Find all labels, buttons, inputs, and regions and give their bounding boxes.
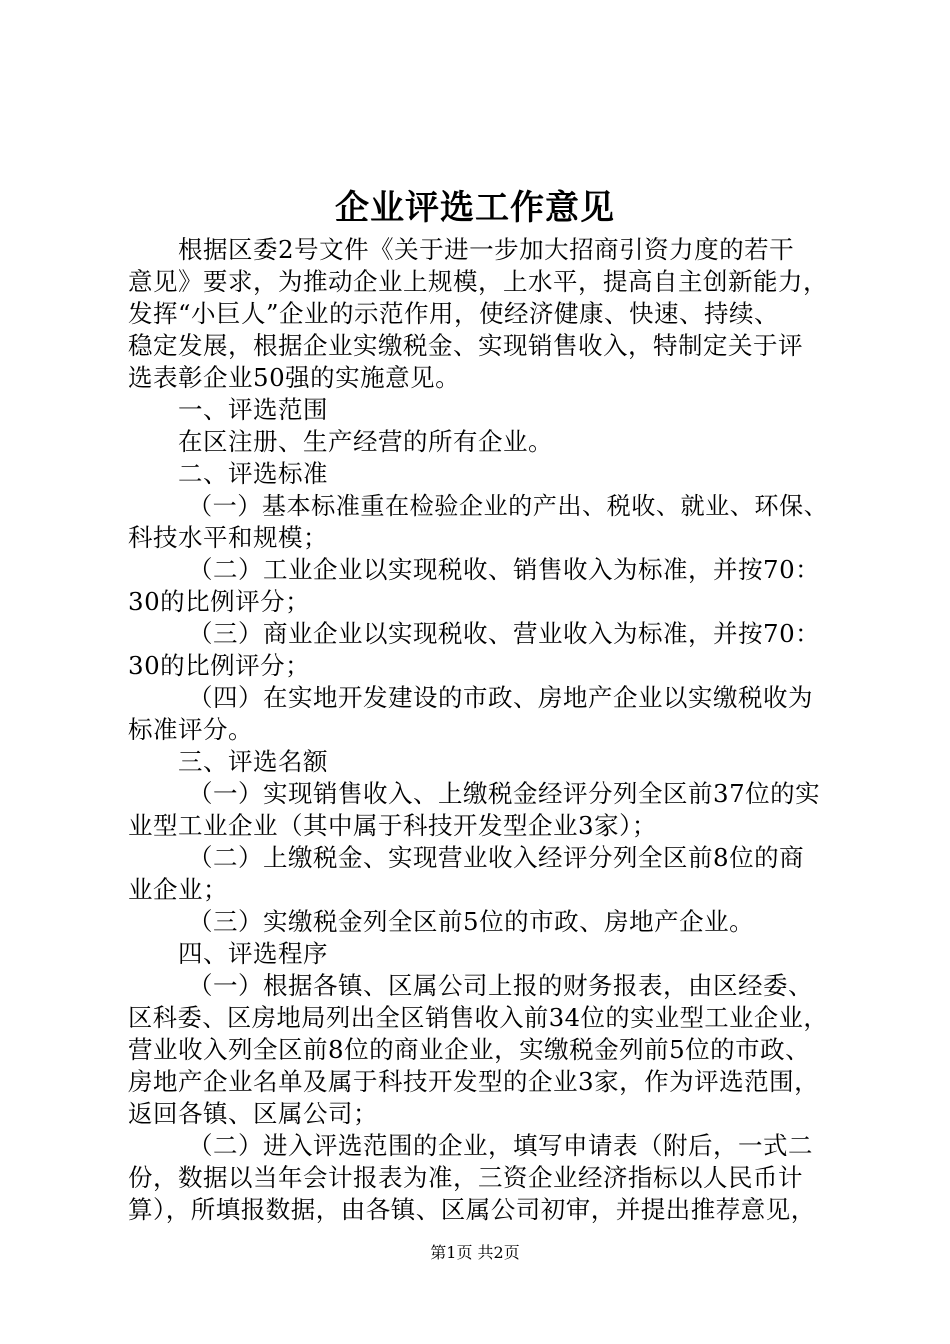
- body-line: 科技水平和规模；: [128, 523, 328, 552]
- body-line: 算），所填报数据，由各镇、区属公司初审，并提出推荐意见，: [128, 1195, 816, 1224]
- body-line: 30的比例评分；: [128, 587, 311, 616]
- body-line: （一）实现销售收入、上缴税金经评分列全区前37位的实: [188, 779, 821, 808]
- body-line: 根据区委2号文件《关于进一步加大招商引资力度的若干: [178, 235, 795, 264]
- body-line: 标准评分。: [128, 715, 253, 744]
- body-line: （一）基本标准重在检验企业的产出、税收、就业、环保、: [188, 492, 829, 520]
- body-line: （二）上缴税金、实现营业收入经评分列全区前8位的商: [188, 843, 805, 872]
- body-line: 稳定发展，根据企业实缴税金、实现销售收入，特制定关于评: [128, 331, 803, 360]
- body-line: 选表彰企业50强的实施意见。: [128, 363, 461, 392]
- body-line: （三）商业企业以实现税收、营业收入为标准，并按70：: [188, 619, 821, 648]
- body-line: 份，数据以当年会计报表为准，三资企业经济指标以人民币计: [128, 1163, 803, 1192]
- body-line: 意见》要求，为推动企业上规模，上水平，提高自主创新能力，: [128, 267, 828, 296]
- page-footer: 第1页 共2页: [430, 1243, 520, 1262]
- body-line: （三）实缴税金列全区前5位的市政、房地产企业。: [188, 907, 755, 936]
- body-line: 一、评选范围: [178, 395, 328, 424]
- body-line: 发挥“小巨人”企业的示范作用，使经济健康、快速、持续、: [128, 299, 780, 328]
- body-line: （二）进入评选范围的企业，填写申请表（附后，一式二: [188, 1131, 813, 1160]
- body-line: （一）根据各镇、区属公司上报的财务报表，由区经委、: [188, 971, 813, 1000]
- document-body: [128, 234, 834, 1226]
- body-line: 二、评选标准: [178, 459, 328, 488]
- body-line: 业企业；: [128, 875, 228, 904]
- body-line: 区科委、区房地局列出全区销售收入前34位的实业型工业企业，: [128, 1003, 829, 1032]
- body-line: 在区注册、生产经营的所有企业。: [178, 427, 553, 456]
- body-line: 营业收入列全区前8位的商业企业，实缴税金列前5位的市政、: [128, 1035, 811, 1064]
- document-title: 企业评选工作意见: [335, 188, 615, 228]
- body-line: 房地产企业名单及属于科技开发型的企业3家，作为评选范围，: [128, 1067, 820, 1096]
- body-line: （四）在实地开发建设的市政、房地产企业以实缴税收为: [188, 683, 813, 712]
- body-line: （二）工业企业以实现税收、销售收入为标准，并按70：: [188, 555, 821, 584]
- body-line: 三、评选名额: [178, 747, 328, 776]
- body-line: 四、评选程序: [178, 939, 328, 968]
- body-line: 30的比例评分；: [128, 651, 311, 680]
- body-line: 返回各镇、区属公司；: [128, 1099, 378, 1128]
- body-line: 业型工业企业（其中属于科技开发型企业3家）；: [128, 811, 657, 840]
